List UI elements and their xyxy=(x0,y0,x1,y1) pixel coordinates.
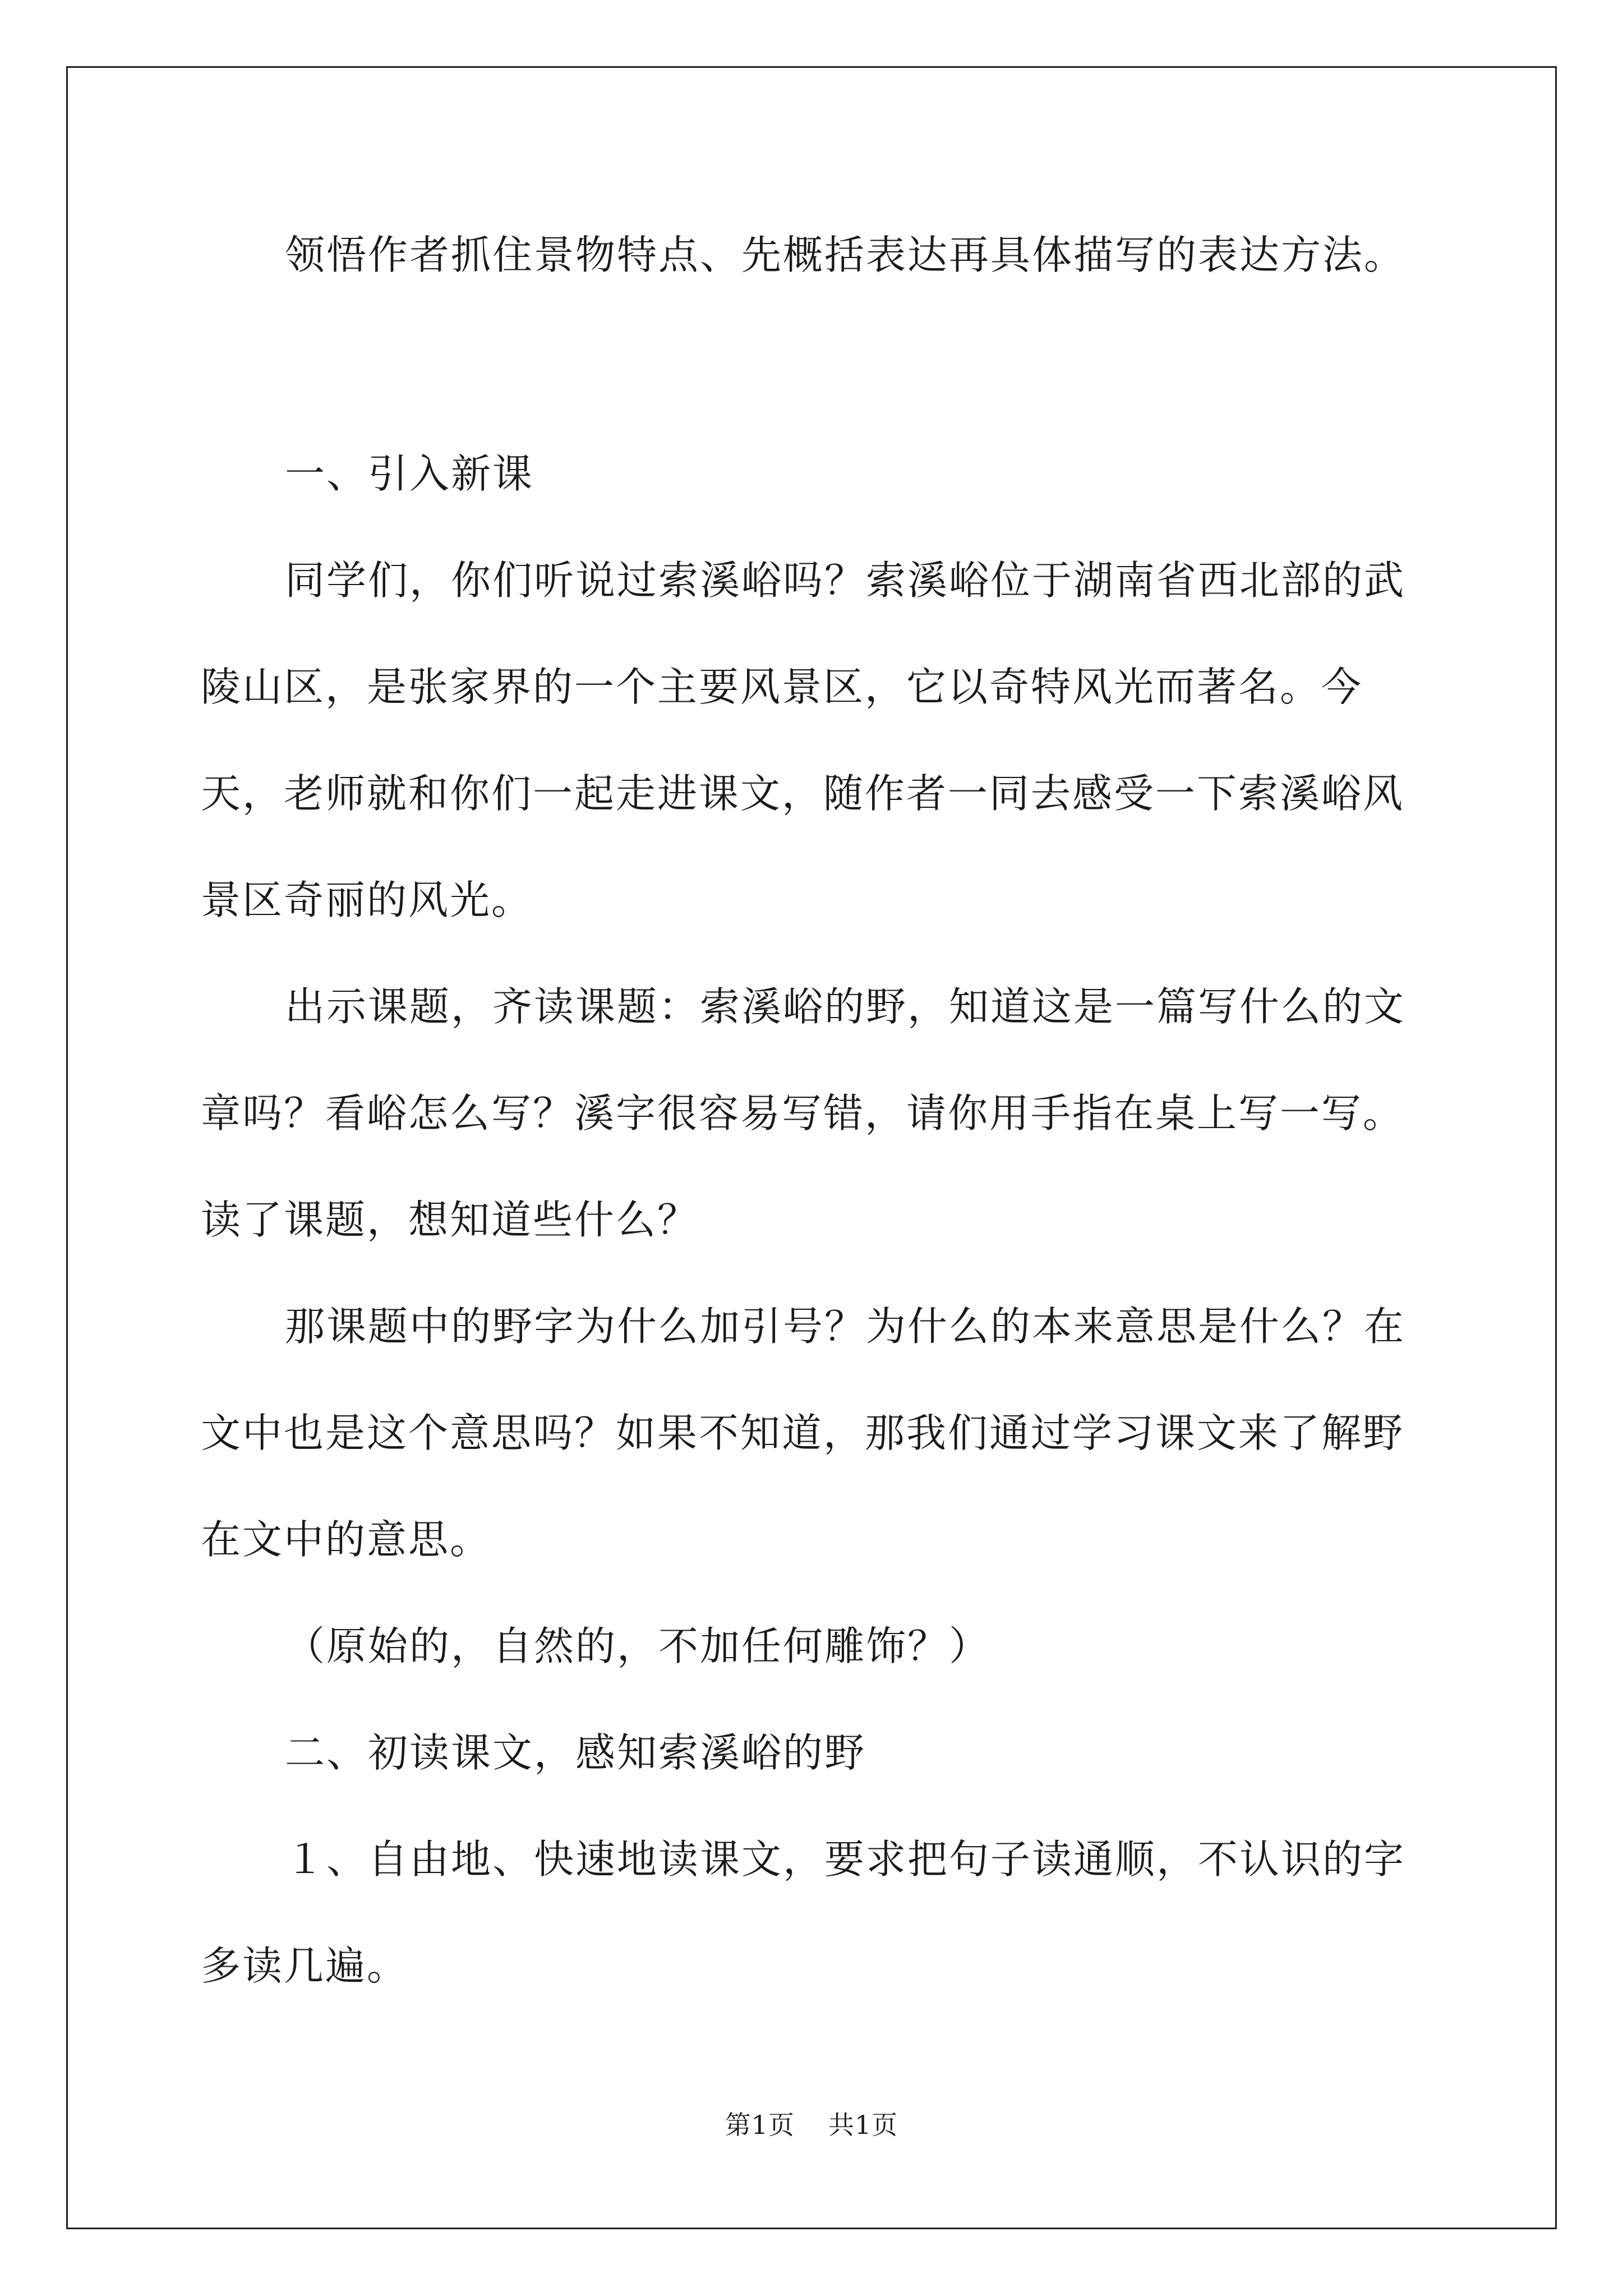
paragraph-intro-method: 领悟作者抓住景物特点、先概括表达再具体描写的表达方法。 xyxy=(285,232,1406,278)
paragraph-intro-suoxiyu: 同学们，你们听说过索溪峪吗？索溪峪位于湖南省西北部的武陵山区，是张家界的一个主要风景区，它以奇特风光而著名。今天，老师就和你们一起走进课文，随作者一同去感受一下索溪峪风景区奇丽的风光。 xyxy=(201,557,1406,923)
page-footer xyxy=(0,2108,1623,2142)
paragraph-step-1: １、自由地、快速地读课文，要求把句子读通顺，不认识的字多读几遍。 xyxy=(201,1836,1406,1989)
section-heading-2: 二、初读课文，感知索溪峪的野 xyxy=(285,1729,866,1776)
paragraph-ye-meaning: （原始的，自然的，不加任何雕饰？） xyxy=(285,1623,991,1669)
section-heading-1: 一、引入新课 xyxy=(285,450,534,497)
page-number-current: 第1页 xyxy=(725,2110,795,2140)
page-number-total: 共1页 xyxy=(828,2110,898,2140)
paragraph-ye-question: 那课题中的野字为什么加引号？为什么的本来意思是什么？在文中也是这个意思吗？如果不知道，那我们通过学习课文来了解野在文中的意思。 xyxy=(201,1303,1406,1563)
paragraph-show-title: 出示课题，齐读课题：索溪峪的野，知道这是一篇写什么的文章吗？看峪怎么写？溪字很容易写错，请你用手指在桌上写一写。读了课题，想知道些什么？ xyxy=(201,983,1406,1243)
